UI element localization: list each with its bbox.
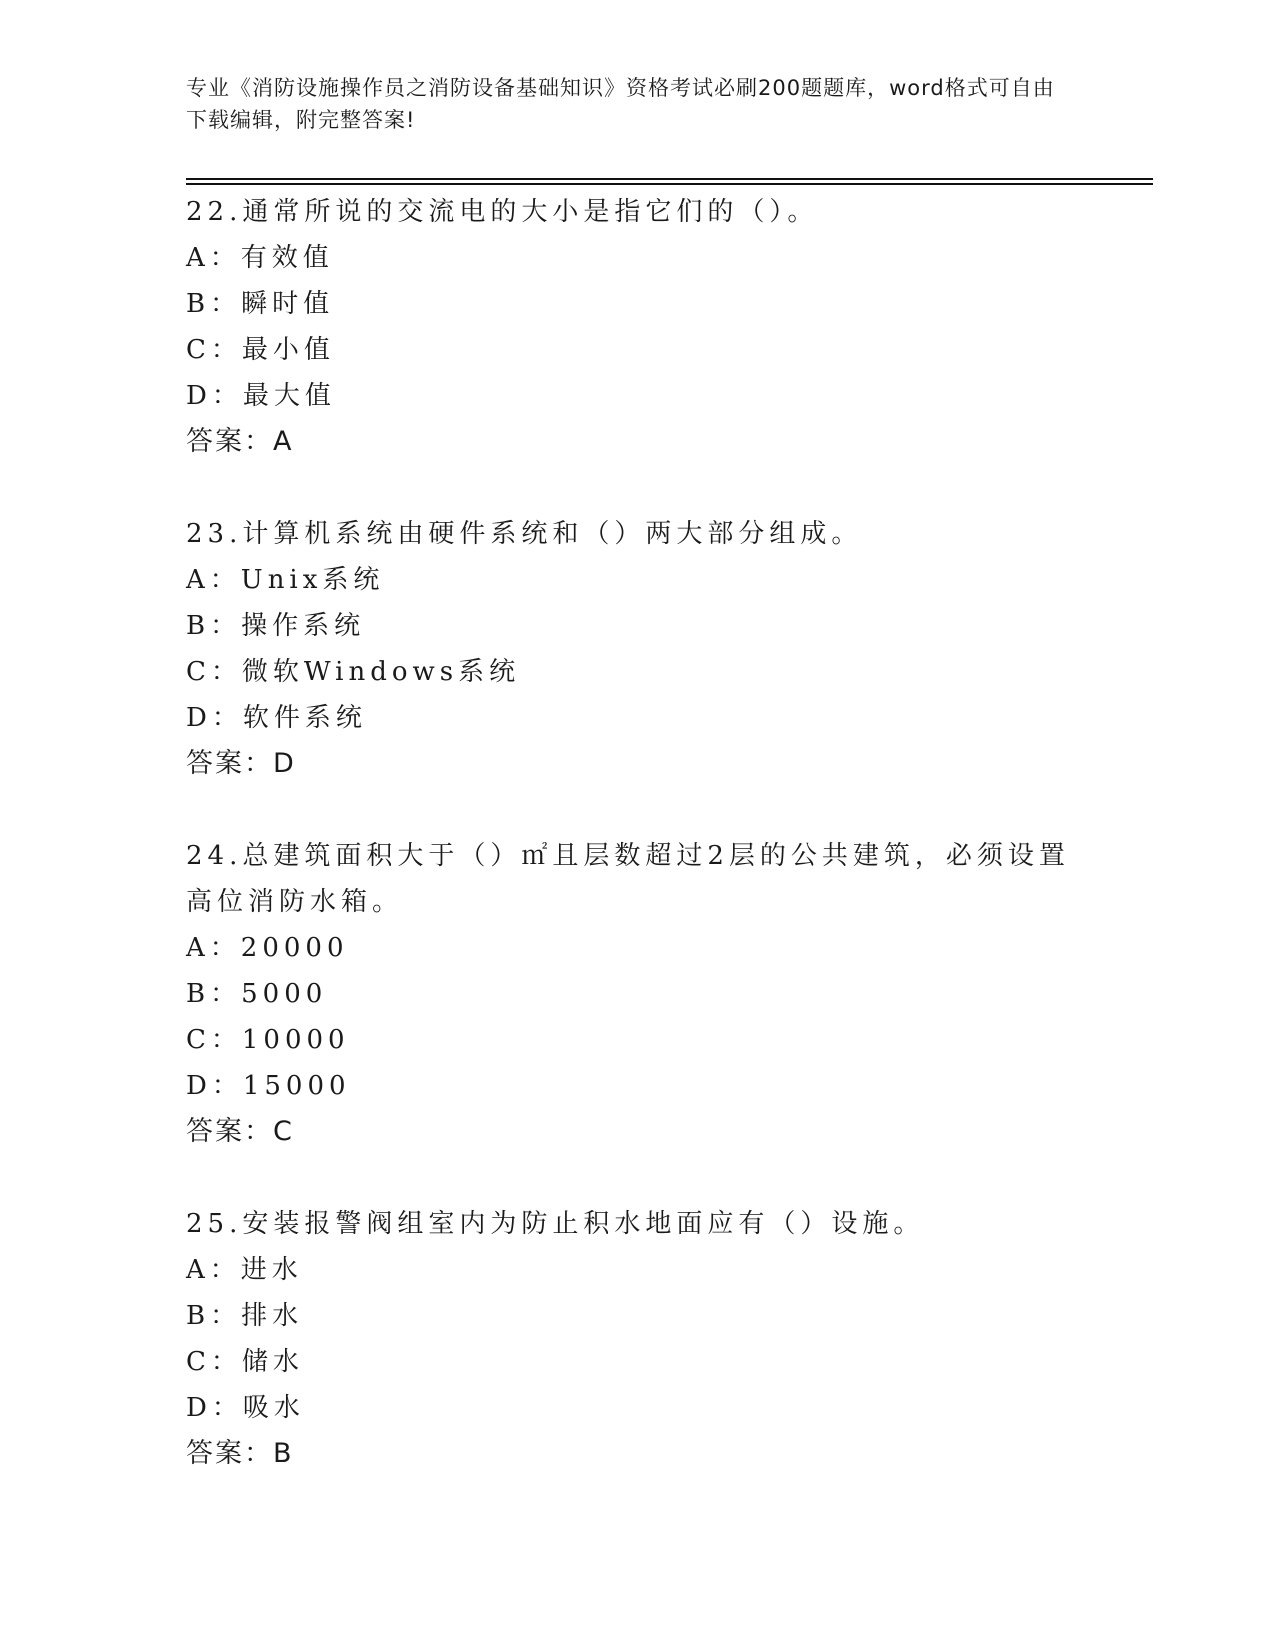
- option-d: D：15000: [186, 1071, 351, 1101]
- answer-label: 答案：D: [186, 748, 296, 779]
- question-25: [186, 1201, 1086, 1477]
- question-23: [186, 511, 1086, 787]
- option-c: C：储水: [186, 1347, 304, 1377]
- question-stem: 25.安装报警阀组室内为防止积水地面应有（）设施。: [186, 1209, 925, 1239]
- option-a: A：有效值: [186, 243, 334, 273]
- option-b: B：5000: [186, 979, 328, 1009]
- option-a: A：Unix系统: [186, 565, 385, 595]
- header-divider-bottom: [186, 183, 1153, 185]
- option-b: B：排水: [186, 1301, 304, 1331]
- document-header: 专业《消防设施操作员之消防设备基础知识》资格考试必刷200题题库，word格式可自由下载编辑，附完整答案!: [186, 76, 1055, 132]
- option-c: C：10000: [186, 1025, 350, 1055]
- option-a: A：进水: [186, 1255, 303, 1285]
- option-a: A：20000: [186, 933, 349, 963]
- option-d: D：吸水: [186, 1393, 305, 1423]
- question-stem: 22.通常所说的交流电的大小是指它们的（）。: [186, 197, 819, 227]
- question-stem: 24.总建筑面积大于（）㎡且层数超过2层的公共建筑，必须设置高位消防水箱。: [186, 841, 1070, 917]
- question-22: [186, 189, 1086, 465]
- answer-label: 答案：C: [186, 1116, 294, 1147]
- question-stem: 23.计算机系统由硬件系统和（）两大部分组成。: [186, 519, 863, 549]
- option-d: D：软件系统: [186, 703, 367, 733]
- question-24: [186, 833, 1086, 1155]
- answer-label: 答案：A: [186, 426, 294, 457]
- option-d: D：最大值: [186, 381, 336, 411]
- option-b: B：操作系统: [186, 611, 366, 641]
- option-c: C：微软Windows系统: [186, 657, 521, 687]
- question-list: [186, 189, 1086, 1523]
- option-c: C：最小值: [186, 335, 335, 365]
- header-divider-top: [186, 178, 1153, 180]
- answer-label: 答案：B: [186, 1438, 294, 1469]
- option-b: B：瞬时值: [186, 289, 335, 319]
